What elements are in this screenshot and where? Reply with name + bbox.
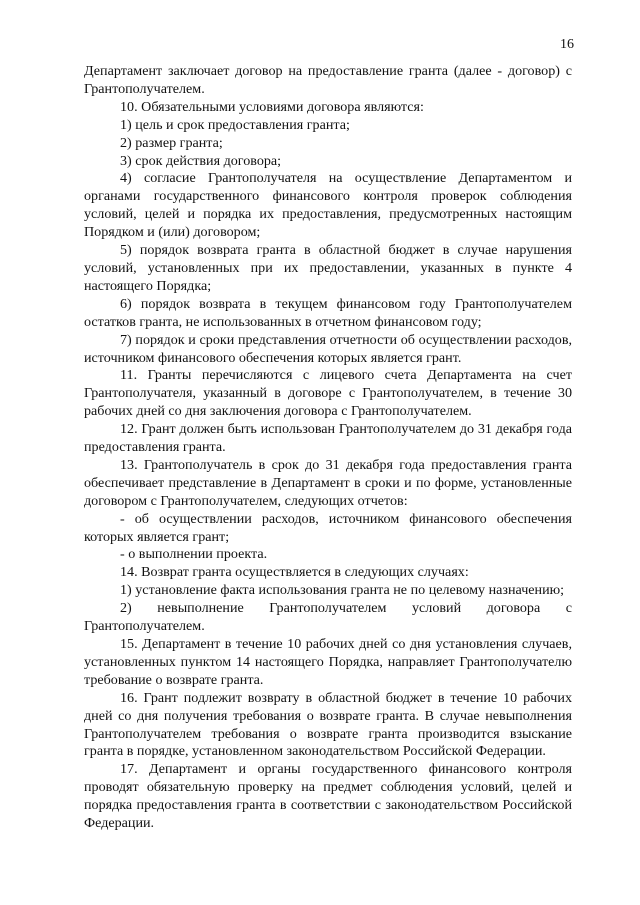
paragraph-item-4: 4) согласие Грантополучателя на осуществление Департаментом и органами государственного финансового контроля проверок соблюдения условий, целей и порядка их предоставления, предусмотренных настоящим Порядком и (или) договором; (84, 170, 572, 241)
paragraph-clause-13: 13. Грантополучатель в срок до 31 декабря года предоставления гранта обеспечивает представление в Департамент в сроки и по форме, установленные договором с Грантополучателем, следующих отчетов: (84, 456, 572, 509)
paragraph-item-2: 2) размер гранта; (120, 134, 223, 151)
paragraph-item-5: 5) порядок возврата гранта в областной бюджет в случае нарушения условий, установленных при их предоставлении, указанных в пункте 4 настоящего Порядка; (84, 242, 572, 294)
paragraph-item-7: 7) порядок и сроки представления отчетности об осуществлении расходов, источником финансового обеспечения которых является грант. (84, 331, 572, 366)
paragraph-item-6: 6) порядок возврата в текущем финансовом году Грантополучателем остатков гранта, не использованных в отчетном финансовом году; (84, 295, 572, 330)
page-number: 16 (560, 37, 574, 52)
paragraph-clause-12: 12. Грант должен быть использован Грантополучателем до 31 декабря года предоставления гранта. (84, 421, 572, 456)
paragraph-case-1: 1) установление факта использования гранта не по целевому назначению; (120, 582, 565, 599)
paragraph-report-project: - о выполнении проекта. (120, 546, 268, 563)
paragraph-clause-15: 15. Департамент в течение 10 рабочих дней со дня установления случаев, установленных пунктом 14 настоящего Порядка, направляет Грантополучателю требование о возврате гранта. (84, 636, 572, 688)
paragraph-clause-16: 16. Грант подлежит возврату в областной бюджет в течение 10 рабочих дней со дня получения требования о возврате гранта. В случае невыполнения Грантополучателем требования о возврате гранта производится взыскание гранта в порядке, установленном законодательством Российской Федерации. (84, 689, 572, 760)
paragraph-clause-10: 10. Обязательными условиями договора являются: (120, 98, 424, 115)
document-body (84, 63, 572, 833)
paragraph-clause-17: 17. Департамент и органы государственного финансового контроля проводят обязательную проверку на предмет соблюдения условий, целей и порядка предоставления гранта в соответствии с законодательством Российской Федерации. (84, 761, 572, 832)
paragraph-item-3: 3) срок действия договора; (120, 152, 282, 169)
paragraph-report-expenses: - об осуществлении расходов, источником финансового обеспечения которых является грант; (84, 510, 572, 545)
paragraph-case-2: 2) невыполнение Грантополучателем условий договора с Грантополучателем. (84, 600, 572, 635)
paragraph-continuation: Департамент заключает договор на предоставление гранта (далее - договор) с Грантополучателем. (84, 63, 572, 97)
paragraph-item-1: 1) цель и срок предоставления гранта; (120, 116, 350, 133)
paragraph-clause-14: 14. Возврат гранта осуществляется в следующих случаях: (120, 564, 469, 581)
paragraph-clause-11: 11. Гранты перечисляются с лицевого счета Департамента на счет Грантополучателя, указанный в договоре с Грантополучателем, в течение 30 рабочих дней со дня заключения договора с Грантополучателем. (84, 367, 572, 420)
